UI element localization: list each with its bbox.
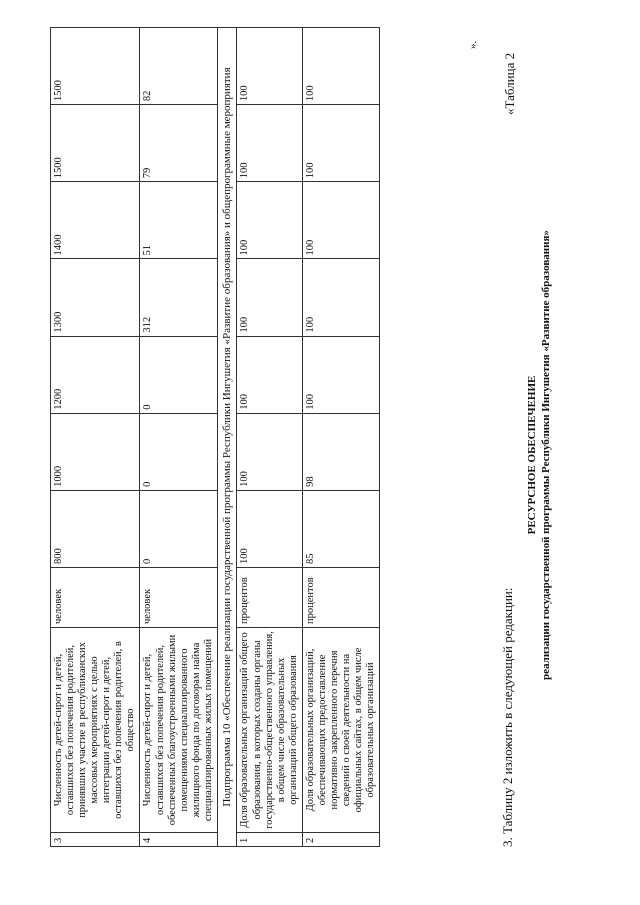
value-cell: 1000: [51, 413, 140, 490]
value-cell: 1200: [51, 336, 140, 413]
value-cell: 85: [302, 490, 379, 567]
value-cell: 100: [237, 28, 302, 105]
value-cell: 100: [237, 259, 302, 336]
unit-cell: процентов: [237, 568, 302, 628]
table-row: [140, 28, 217, 847]
value-cell: 1400: [51, 182, 140, 259]
indicator-name: Доля образовательных организаций общего образования, в которых созданы органы государственно-общественного управления, в общем числе образовательных организаций общего образования: [237, 628, 302, 833]
value-cell: 100: [302, 336, 379, 413]
indicator-name: Доля образовательных организаций, обеспечивающих предоставление нормативно закрепленного перечня сведений о своей деятельности на официальных сайтах, в общем числе образовательных организаций: [302, 628, 379, 833]
value-cell: 100: [237, 413, 302, 490]
value-cell: 100: [237, 182, 302, 259]
title-line-1: РЕСУРСНОЕ ОБЕСПЕЧЕНИЕ: [526, 375, 538, 535]
value-cell: 98: [302, 413, 379, 490]
value-cell: 100: [302, 28, 379, 105]
value-cell: 100: [302, 259, 379, 336]
table-row: [237, 28, 302, 847]
rotated-page: [20, 35, 620, 875]
title-line-2: реализации государственной программы Республики Ингушетия «Развитие образования»: [540, 230, 553, 680]
indicator-name: Численность детей-сирот и детей, оставшихся без попечения родителей, принявших участие в республиканских массовых мероприятиях с целью интеграции детей-сирот и детей, оставшихся без попечения родителей, в общество: [51, 628, 140, 833]
table-row: [302, 28, 379, 847]
value-cell: 1300: [51, 259, 140, 336]
value-cell: 79: [140, 105, 217, 182]
value-cell: 800: [51, 490, 140, 567]
row-number: 1: [237, 833, 302, 847]
indicators-table: [50, 27, 380, 847]
table-label: «Таблица 2: [502, 52, 517, 115]
table-row: [51, 28, 140, 847]
value-cell: 1500: [51, 105, 140, 182]
row-number: 4: [140, 833, 217, 847]
unit-cell: процентов: [302, 568, 379, 628]
value-cell: 0: [140, 336, 217, 413]
subprogram-row: [217, 28, 237, 847]
value-cell: 312: [140, 259, 217, 336]
value-cell: 0: [140, 490, 217, 567]
value-cell: 1500: [51, 28, 140, 105]
row-number: 2: [302, 833, 379, 847]
value-cell: 100: [302, 105, 379, 182]
value-cell: 51: [140, 182, 217, 259]
subprogram-heading: Подпрограмма 10 «Обеспечение реализации государственной программы Республики Ингушетия «Развитие образования» и общепрограммные мероприятия: [217, 28, 237, 847]
value-cell: 0: [140, 413, 217, 490]
amendment-instruction: 3. Таблицу 2 изложить в следующей редакции:: [500, 587, 515, 847]
value-cell: 100: [237, 336, 302, 413]
unit-cell: человек: [51, 568, 140, 628]
closing-quote: ».: [467, 40, 479, 49]
indicator-name: Численность детей-сирот и детей, оставшихся без попечения родителей, обеспеченных благоустроенными жилыми помещениями специализированного жилищного фонда по договорам найма специализированных жилых помещений: [140, 628, 217, 833]
section-title: [525, 35, 554, 875]
value-cell: 100: [237, 105, 302, 182]
unit-cell: человек: [140, 568, 217, 628]
row-number: 3: [51, 833, 140, 847]
value-cell: 100: [302, 182, 379, 259]
value-cell: 100: [237, 490, 302, 567]
value-cell: 82: [140, 28, 217, 105]
